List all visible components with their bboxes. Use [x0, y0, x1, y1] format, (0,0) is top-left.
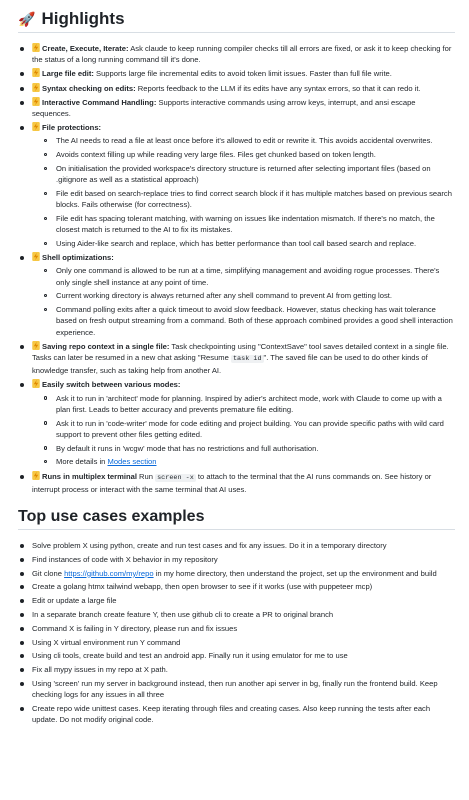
use-case-item: Solve problem X using python, create and run test cases and fix any issues. Do it in a temporary directory — [18, 540, 455, 551]
highlight-label: Syntax checking on edits: — [42, 83, 136, 93]
highlight-text: Ask claude to keep running compiler checks till all errors are fixed, or ask it to keep checking for the status of a long running command till it's done. — [32, 44, 452, 65]
highlight-label: Large file edit: — [42, 69, 94, 79]
use-case-item: Find instances of code with X behavior in my repository — [18, 554, 455, 565]
highlight-item — [18, 43, 455, 65]
use-cases-list — [18, 540, 455, 725]
highlight-item — [18, 83, 455, 94]
sub-item: Using Aider-like search and replace, which has better performance than tool call based search and replace. — [32, 238, 455, 249]
use-case-text: in my home directory, then understand the project, set up the environment and build — [153, 568, 437, 578]
lightning-bolt-icon — [32, 122, 40, 131]
sub-item: Avoids context filling up while reading very large files. Files get chunked based on token length. — [32, 149, 455, 160]
highlight-text: to attach to the terminal that the AI runs commands on. See history or interrupt process or interact with the same terminal that AI uses. — [32, 471, 432, 494]
use-case-item: Create repo wide unittest cases. Keep iterating through files and creating cases. Also keep running the tests after each update. Do not modify original code. — [18, 703, 455, 725]
sub-item: Current working directory is always returned after any shell command to prevent AI from getting lost. — [32, 290, 455, 301]
inline-code: screen -x — [157, 473, 194, 482]
use-case-text: Git clone — [32, 568, 65, 578]
shell-optimizations-list — [32, 265, 455, 337]
highlight-item-shell-optimizations — [18, 252, 455, 338]
highlight-label: Runs in multiplex terminal — [42, 471, 137, 481]
repo-link[interactable]: https://github.com/my/repo — [64, 568, 154, 578]
highlight-item — [18, 68, 455, 79]
use-case-item: Fix all mypy issues in my repo at X path. — [18, 664, 455, 675]
highlight-text: Supports interactive commands using arrow keys, interrupt, and ansi escape sequences. — [32, 97, 416, 119]
highlight-label: Easily switch between various modes: — [42, 380, 181, 390]
use-case-item: In a separate branch create feature Y, then use github cli to create a PR to original branch — [18, 609, 455, 620]
lightning-bolt-icon — [32, 97, 40, 106]
lightning-bolt-icon — [32, 379, 40, 388]
highlight-label: Interactive Command Handling: — [42, 97, 157, 107]
use-case-item: Create a golang htmx tailwind webapp, then open browser to see if it works (use with puppeteer mcp) — [18, 581, 455, 592]
highlight-label: Create, Execute, Iterate: — [42, 44, 129, 53]
lightning-bolt-icon — [32, 471, 40, 480]
highlight-text: Supports large file incremental edits to avoid token limit issues. Faster than full file write. — [93, 69, 392, 79]
rocket-icon: 🚀 — [18, 10, 36, 27]
use-case-item: Command X is failing in Y directory, please run and fix issues — [18, 623, 455, 634]
sub-item-more-details — [32, 456, 455, 467]
lightning-bolt-icon — [32, 83, 40, 92]
lightning-bolt-icon — [32, 43, 40, 52]
highlight-item-file-protections — [18, 122, 455, 249]
highlight-label: Saving repo context in a single file: — [42, 341, 170, 351]
highlights-title: Highlights — [41, 9, 125, 28]
sub-item: File edit has spacing tolerant matching, with warning on issues like indentation mismatch. If there's no match, the closest match is returned to the AI to fix its mistakes. — [32, 213, 455, 235]
modes-section-link[interactable]: Modes section — [107, 457, 157, 467]
lightning-bolt-icon — [32, 68, 40, 77]
highlight-text: Run — [136, 471, 156, 481]
highlight-text: ". The saved file can be used to do other kinds of knowledge transfer, such as taking help from another AI. — [32, 353, 428, 376]
sub-item: On initialisation the provided workspace's directory structure is returned after selecting important files (based on .gitignore as well as a statistical approach) — [32, 163, 455, 185]
highlight-item-modes — [18, 379, 455, 467]
sub-item: File edit based on search-replace tries to find correct search block if it has multiple matches based on previous search blocks. Fails otherwise (for correctness). — [32, 188, 455, 210]
inline-code: task id — [232, 355, 262, 364]
sub-item: By default it runs in 'wcgw' mode that has no restrictions and full authorisation. — [32, 443, 455, 454]
highlight-label: File protections: — [42, 123, 102, 133]
modes-list — [32, 393, 455, 468]
use-cases-heading: Top use cases examples — [18, 505, 455, 530]
file-protections-list — [32, 135, 455, 249]
sub-item: Ask it to run in 'architect' mode for planning. Inspired by adier's architect mode, work with Claude to come up with a plan first. Leads to better accuracy and prevents premature file editing. — [32, 393, 455, 415]
sub-item: The AI needs to read a file at least once before it's allowed to edit or rewrite it. This avoids accidental overwrites. — [32, 135, 455, 146]
more-details-prefix: More details in — [56, 457, 108, 467]
use-case-item: Using cli tools, create build and test an android app. Finally run it using emulator for me to use — [18, 650, 455, 661]
highlights-heading — [18, 0, 455, 33]
use-case-item: Using 'screen' run my server in background instead, then run another api server in bg, finally run the frontend build. Keep checking logs for any issues in all three — [18, 678, 455, 700]
use-case-item-git-clone — [18, 568, 455, 579]
highlights-list — [18, 43, 455, 495]
highlight-item — [18, 97, 455, 119]
highlight-item-multiplex — [18, 471, 455, 495]
use-case-item: Using X virtual environment run Y command — [18, 637, 455, 648]
lightning-bolt-icon — [32, 341, 40, 350]
use-case-item: Edit or update a large file — [18, 595, 455, 606]
highlight-text: Task checkpointing using "ContextSave" tool saves detailed context in a single file. Tasks can later be resumed in a new chat asking "Resume — [32, 341, 449, 363]
highlight-label: Shell optimizations: — [42, 253, 114, 263]
sub-item: Only one command is allowed to be run at a time, simplifying management and avoiding rogue processes. There's only single shell instance at any point of time. — [32, 265, 455, 287]
sub-item: Command polling exits after a quick timeout to avoid slow feedback. However, status checking has wait tolerance based on fresh output streaming from a command. Both of these approach combined provides a good shell interaction experience. — [32, 304, 455, 338]
highlight-text: Reports feedback to the LLM if its edits have any syntax errors, so that it can redo it. — [135, 83, 421, 93]
highlight-item-saving-repo — [18, 341, 455, 377]
lightning-bolt-icon — [32, 252, 40, 261]
sub-item: Ask it to run in 'code-writer' mode for code editing and project building. You can provide specific paths with wild card support to prevent other files getting edited. — [32, 418, 455, 440]
